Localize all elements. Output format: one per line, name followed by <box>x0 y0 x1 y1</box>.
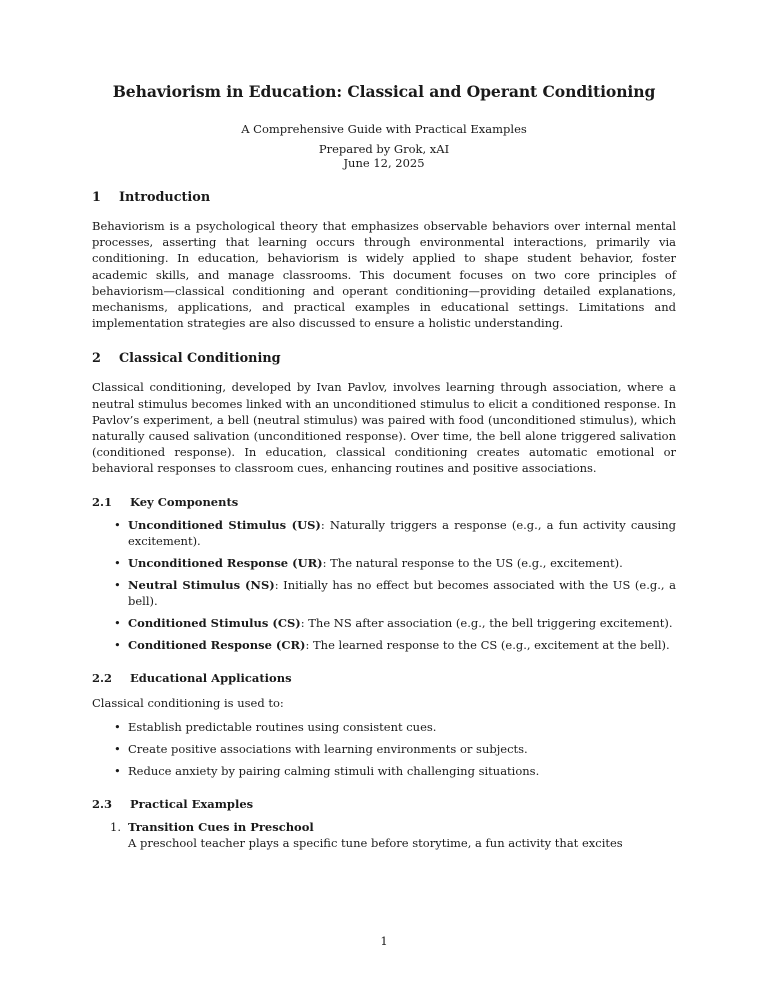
subsection-heading-practical-examples <box>92 797 676 811</box>
document-subtitle: A Comprehensive Guide with Practical Examples <box>241 122 527 136</box>
section-heading-classical-conditioning <box>92 351 676 367</box>
list-item-marker: 1. <box>110 819 121 834</box>
list-item: • Establish predictable routines using consistent cues. <box>92 719 676 735</box>
list-item <box>92 517 676 549</box>
section-number: 1 <box>92 190 101 205</box>
list-item-text: A preschool teacher plays a specific tune before storytime, a fun activity that excites <box>128 835 623 850</box>
list-item-term: Conditioned Response (CR) <box>128 637 306 652</box>
list-item-text: : Naturally triggers a response (e.g., a fun activity causing excitement). <box>128 517 676 548</box>
list-item-term: Unconditioned Response (UR) <box>128 555 323 570</box>
list-item <box>92 615 676 631</box>
list-item <box>92 555 676 571</box>
subsection-number: 2.2 <box>92 670 113 685</box>
subsection-title: Educational Applications <box>130 670 292 685</box>
list-item-text: : The natural response to the US (e.g., excitement). <box>322 555 623 570</box>
list-item-text: : Initially has no effect but becomes associated with the US (e.g., a bell). <box>128 577 676 608</box>
page-content <box>92 82 676 851</box>
key-components-list <box>92 517 676 653</box>
section-title: Introduction <box>119 190 211 205</box>
list-item-term: Conditioned Stimulus (CS) <box>128 615 301 630</box>
page-number: 1 <box>380 934 388 948</box>
list-item-heading: Transition Cues in Preschool <box>128 819 314 834</box>
introduction-paragraph: Behaviorism is a psychological theory that emphasizes observable behaviors over internal mental processes, asserting that learning occurs through environmental interactions, primarily via conditioning. In education, behaviorism is widely applied to shape student behavior, foster academic skills, and manage classrooms. This document focuses on two core principles of behaviorism—classical conditioning and operant conditioning—providing detailed explanations, mechanisms, applications, and practical examples in educational settings. Limitations and implementation strategies are also discussed to ensure a holistic understanding. <box>92 219 676 331</box>
list-item <box>92 819 676 851</box>
applications-list <box>92 719 676 779</box>
classical-conditioning-paragraph: Classical conditioning, developed by Ivan Pavlov, involves learning through association, where a neutral stimulus becomes linked with an unconditioned stimulus to elicit a conditioned response. In Pavlov’s experiment, a bell (neutral stimulus) was paired with food (unconditioned stimulus), which naturally caused salivation (unconditioned response). Over time, the bell alone triggered salivation (conditioned response). In education, classical conditioning creates automatic emotional or behavioral responses to classroom cues, enhancing routines and positive associations. <box>92 380 676 476</box>
document-date: June 12, 2025 <box>343 156 425 170</box>
subsection-number: 2.3 <box>92 796 113 811</box>
document-title: Behaviorism in Education: Classical and Operant Conditioning <box>112 82 656 101</box>
applications-intro: Classical conditioning is used to: <box>92 695 284 710</box>
list-item-term: Unconditioned Stimulus (US) <box>128 517 321 532</box>
section-heading-introduction <box>92 190 676 206</box>
subsection-heading-key-components <box>92 495 676 509</box>
list-item: • Reduce anxiety by pairing calming stimuli with challenging situations. <box>92 763 676 779</box>
practical-examples-list <box>92 819 676 851</box>
list-item: • Create positive associations with learning environments or subjects. <box>92 741 676 757</box>
section-title: Classical Conditioning <box>119 351 281 367</box>
list-item-text: : The NS after association (e.g., the bell triggering excitement). <box>300 615 673 630</box>
list-item <box>92 637 676 653</box>
subsection-title: Key Components <box>130 494 239 509</box>
document-author: Prepared by Grok, xAI <box>318 142 450 156</box>
section-number: 2 <box>92 351 101 367</box>
subsection-number: 2.1 <box>92 494 113 509</box>
list-item-term: Neutral Stimulus (NS) <box>128 577 275 592</box>
list-item-text: : The learned response to the CS (e.g., excitement at the bell). <box>305 637 670 652</box>
list-item <box>92 577 676 609</box>
subsection-title: Practical Examples <box>130 796 254 811</box>
subsection-heading-educational-applications <box>92 671 676 685</box>
